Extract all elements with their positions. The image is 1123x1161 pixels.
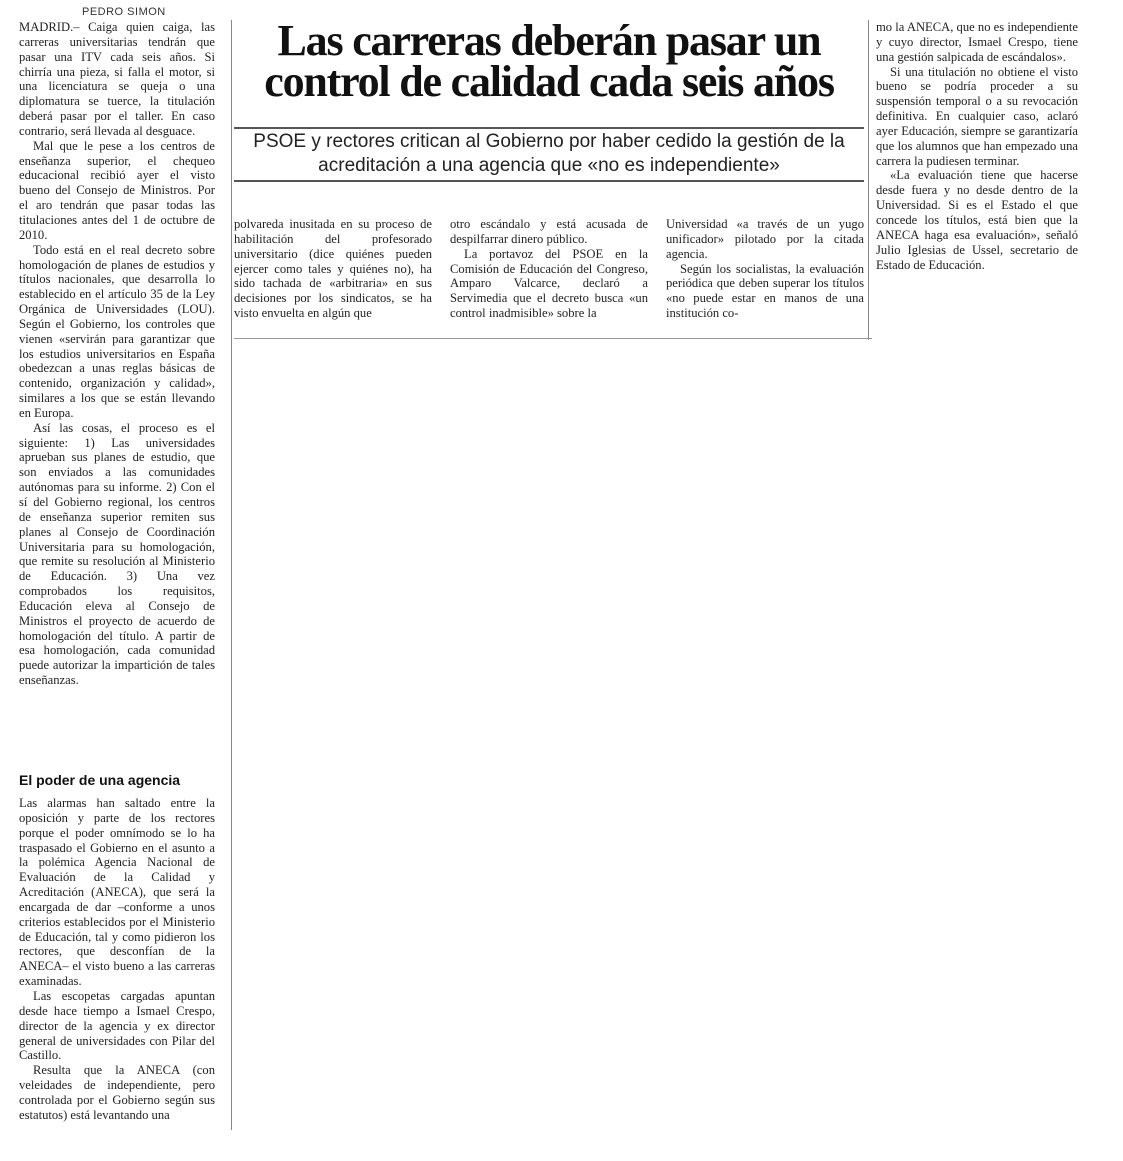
paragraph: Si una titulación no obtiene el visto bueno se podría proceder a su suspensión temporal o a su revocación definitiva. En cualquier caso, aclaró ayer Educación, siempre se garantizaría que los alumnos que han empezado una carrera la pudiesen terminar. [876, 64, 1078, 168]
paragraph: Todo está en el real decreto sobre homologación de planes de estudios y títulos nacionales, que desarrolla lo establecido en el artículo 35 de la Ley Orgánica de Universidades (LOU). Según el Gobierno, los controles que vienen «servirán para garantizar que los estudios universitarios en España obedezcan a unas reglas básicas de contenido, organización y calidad», similares a los que se están llevando en Europa. [19, 242, 215, 420]
column-divider [868, 20, 869, 340]
bottom-rule [234, 338, 872, 339]
paragraph: Según los socialistas, la evaluación periódica que deben superar los títulos «no puede estar en manos de una institución co- [666, 261, 864, 321]
column-divider [231, 20, 232, 1130]
paragraph: La portavoz del PSOE en la Comisión de Educación del Congreso, Amparo Valcarce, declaró a Servimedia que el decreto busca «un control inadmisible» sobre la [450, 246, 648, 321]
column-4 [666, 217, 864, 321]
paragraph: Las alarmas han saltado entre la oposición y parte de los rectores porque el poder omnímodo se lo ha traspasado el Gobierno en el asunto a la polémica Agencia Nacional de Evaluación de la Calidad y Acreditación (ANECA), que será la encargada de dar –conforme a unos criterios establecidos por el Ministerio de Educación, tal y como pidieron los rectores, que desconfían de la ANECA– el visto bueno a las carreras examinadas. [19, 796, 215, 989]
column-1-continued [19, 796, 215, 1123]
paragraph: MADRID.– Caiga quien caiga, las carreras universitarias tendrán que pasar una ITV cada seis años. Si chirría una pieza, si falla el motor, si una licenciatura se queja o una diplomatura se tuerce, la titulación deberá pasar por el taller. En caso contrario, será llevada al desguace. [19, 20, 215, 138]
paragraph: otro escándalo y está acusada de despilfarrar dinero público. [450, 217, 648, 246]
paragraph: Resulta que la ANECA (con veleidades de independiente, pero controlada por el Gobierno según sus estatutos) está levantando una [19, 1063, 215, 1122]
column-2 [234, 217, 432, 321]
paragraph: mo la ANECA, que no es independiente y cuyo director, Ismael Crespo, tiene una gestión salpicada de escándalos». [876, 20, 1078, 64]
paragraph: Así las cosas, el proceso es el siguiente: 1) Las universidades aprueban sus planes de estudio, que son enviados a las comunidades autónomas para su informe. 2) Con el sí del Gobierno regional, los centros de enseñanza superior remiten sus planes al Consejo de Coordinación Universitaria para su homologación, que remite su resolución al Ministerio de Educación. 3) Una vez comprobados los requisitos, Educación eleva al Consejo de Ministros el proyecto de acuerdo de homologación del título. A partir de esa homologación, cada comunidad puede autorizar la impartición de tales enseñanzas. [19, 420, 215, 688]
paragraph: «La evaluación tiene que hacerse desde fuera y no desde dentro de la Universidad. Si es el Estado el que concede los títulos, está bien que la ANECA haga esa evaluación», señaló Julio Iglesias de Ussel, secretario de Estado de Educación. [876, 168, 1078, 272]
paragraph: polvareda inusitada en su proceso de habilitación del profesorado universitario (dice quiénes pueden ejercer como tales y quiénes no), ha sido tachada de «arbitraria» en sus decisiones por los sindicatos, se ha visto envuelta en algún que [234, 217, 432, 321]
subtitle: PSOE y rectores critican al Gobierno por haber cedido la gestión de la acreditación a una agencia que «no es independiente» [253, 131, 845, 176]
paragraph: Mal que le pese a los centros de enseñanza superior, el chequeo educacional recibió ayer el visto bueno del Consejo de Ministros. Por el aro tendrán que pasar todas las titulaciones antes del 1 de octubre de 2010. [19, 138, 215, 242]
headline: Las carreras deberán pasar un control de calidad cada seis años [264, 16, 834, 106]
headline-rule [234, 127, 864, 129]
column-1 [19, 20, 215, 688]
column-5 [876, 20, 1078, 272]
subheading: El poder de una agencia [19, 772, 181, 788]
paragraph: Universidad «a través de un yugo unificador» pilotado por la citada agencia. [666, 217, 864, 261]
subtitle-rule [234, 180, 864, 182]
byline: PEDRO SIMON [82, 6, 166, 18]
column-3 [450, 217, 648, 321]
paragraph: Las escopetas cargadas apuntan desde hace tiempo a Ismael Crespo, director de la agencia y ex director general de universidades con Pilar del Castillo. [19, 988, 215, 1063]
